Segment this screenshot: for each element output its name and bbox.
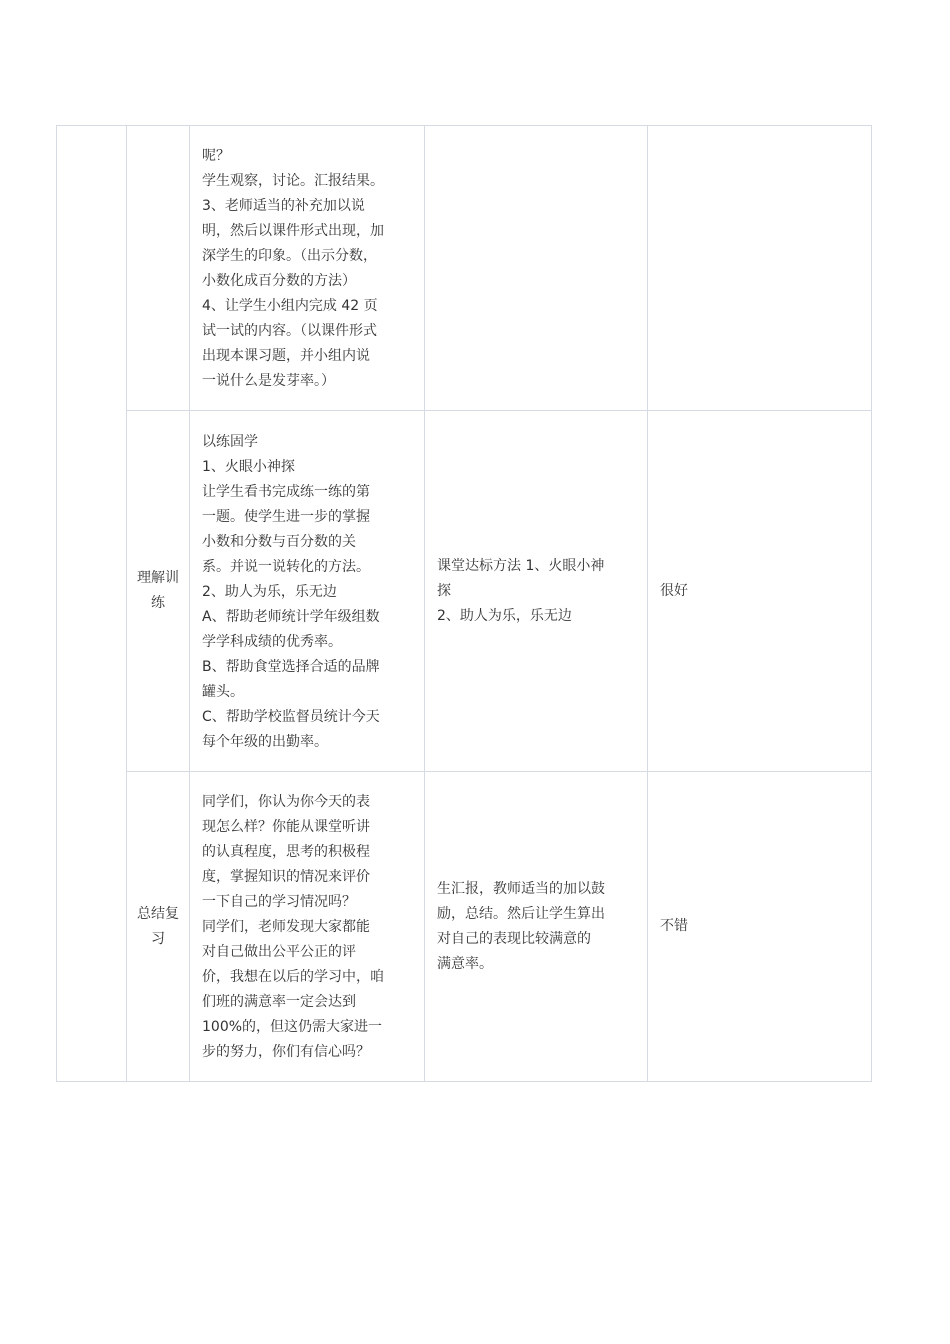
stage-label-line: 理解训 (137, 570, 179, 586)
text-line: 价，我想在以后的学习中，咱 (202, 969, 384, 985)
text-line: 一下自己的学习情况吗？ (202, 894, 356, 910)
text-line: 深学生的印象。（出示分数， (202, 248, 377, 264)
text-line: 系。并说一说转化的方法。 (202, 558, 370, 575)
text-line: B、帮助食堂选择合适的品牌 (202, 658, 380, 675)
text-line: 呢？ (202, 148, 230, 164)
table-row (57, 126, 872, 411)
teacher-activity-cell (190, 411, 425, 772)
text-line: 一题。使学生进一步的掌握 (202, 508, 370, 525)
text-line: 学生观察，讨论。汇报结果。 (202, 173, 384, 189)
text-line: 探 (437, 582, 451, 599)
text-line: 出现本课习题，并小组内说 (202, 348, 370, 364)
text-line: 让学生看书完成练一练的第 (202, 483, 370, 500)
text-line: 100%的，但这仍需大家进一 (202, 1019, 383, 1035)
text-line: 生汇报，教师适当的加以鼓 (437, 880, 605, 897)
text-line: 1、火眼小神探 (202, 458, 295, 475)
text-line: 小数和分数与百分数的关 (202, 533, 356, 550)
effect-cell (648, 411, 872, 772)
text-line: C、帮助学校监督员统计今天 (202, 708, 380, 725)
teacher-activity-cell (190, 772, 425, 1082)
student-activity-cell (425, 772, 648, 1082)
stage-cell (127, 772, 190, 1082)
text-line: 同学们，老师发现大家都能 (202, 919, 370, 935)
text-line: A、帮助老师统计学年级组数 (202, 608, 380, 625)
text-line: 步的努力，你们有信心吗？ (202, 1044, 370, 1060)
stage-label-line: 习 (151, 930, 165, 947)
blank-section-cell (57, 126, 127, 1082)
text-line: 励，总结。然后让学生算出 (437, 905, 605, 922)
student-activity-cell (425, 126, 648, 411)
effect-text: 不错 (660, 918, 688, 934)
text-line: 满意率。 (437, 955, 493, 972)
lesson-plan-table (56, 125, 872, 1082)
stage-label-line: 练 (151, 595, 165, 611)
text-line: 的认真程度，思考的积极程 (202, 844, 370, 860)
text-line: 对自己做出公平公正的评 (202, 944, 356, 960)
text-line: 小数化成百分数的方法） (202, 273, 356, 289)
text-line: 们班的满意率一定会达到 (202, 994, 356, 1010)
text-line: 同学们，你认为你今天的表 (202, 794, 370, 810)
stage-cell (127, 126, 190, 411)
text-line: 课堂达标方法 1、火眼小神 (437, 557, 605, 574)
stage-label-line: 总结复 (137, 905, 179, 922)
text-line: 试一试的内容。（以课件形式 (202, 323, 377, 339)
stage-cell (127, 411, 190, 772)
table-row (57, 772, 872, 1082)
text-line: 学学科成绩的优秀率。 (202, 633, 342, 650)
teacher-activity-cell (190, 126, 425, 411)
effect-cell (648, 126, 872, 411)
effect-cell (648, 772, 872, 1082)
text-line: 明，然后以课件形式出现，加 (202, 223, 384, 239)
table-row (57, 411, 872, 772)
text-line: 3、老师适当的补充加以说 (202, 198, 365, 214)
effect-text: 很好 (660, 582, 688, 599)
text-line: 4、让学生小组内完成 42 页 (202, 298, 378, 314)
text-line: 罐头。 (202, 683, 244, 700)
text-line: 2、助人为乐，乐无边 (437, 607, 572, 624)
text-line: 一说什么是发芽率。） (202, 373, 335, 389)
text-line: 2、助人为乐，乐无边 (202, 583, 337, 600)
student-activity-cell (425, 411, 648, 772)
text-line: 度，掌握知识的情况来评价 (202, 869, 370, 885)
text-line: 现怎么样？你能从课堂听讲 (202, 819, 370, 835)
text-line: 对自己的表现比较满意的 (437, 930, 591, 947)
text-line: 每个年级的出勤率。 (202, 733, 328, 750)
text-line: 以练固学 (202, 433, 258, 450)
